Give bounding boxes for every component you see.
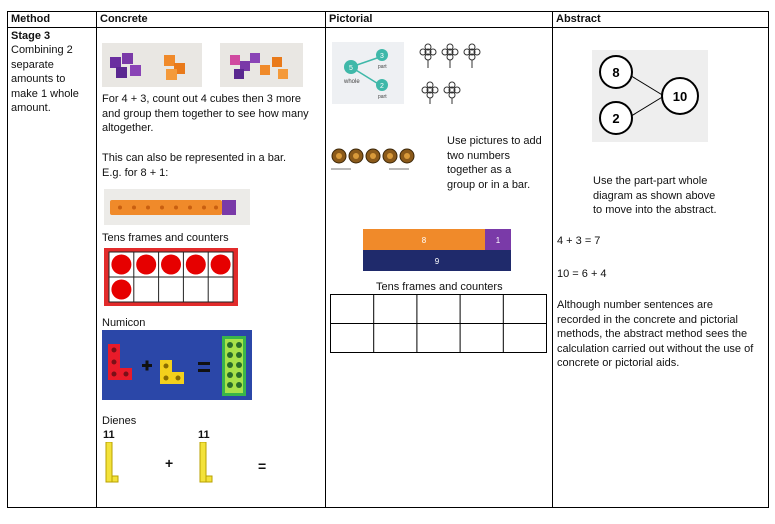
concrete-line: and group them together to see how many: [102, 107, 309, 120]
header-concrete: Concrete: [100, 13, 148, 25]
pictorial-part-label: part: [378, 94, 387, 100]
equation-2: 10 = 6 + 4: [557, 268, 607, 280]
numicon-photo: [102, 330, 252, 400]
method-line: make 1 whole: [11, 87, 79, 100]
abstract-line: Use the part-part whole: [593, 175, 708, 187]
method-line: separate: [11, 58, 54, 71]
bar-left-value: 8: [421, 236, 427, 245]
concrete-line: E.g. for 8 + 1:: [102, 166, 169, 179]
pictorial-part-bottom-value: 2: [380, 83, 384, 90]
pictorial-part-top-value: 3: [380, 53, 384, 60]
abstract-note-line: Although number sentences are: [557, 299, 713, 311]
cubes-photo-4: [102, 43, 202, 87]
method-line: amount.: [11, 102, 51, 114]
abstract-note-line: methods, the abstract method sees the: [557, 328, 748, 340]
concrete-line: For 4 + 3, count out 4 cubes then 3 more: [102, 93, 302, 105]
stage-title: Stage 3: [11, 30, 51, 42]
pictorial-line: together as a: [447, 164, 512, 176]
concrete-para2: [102, 151, 286, 180]
pictorial-line: Use pictures to add: [447, 135, 542, 147]
abstract-part-b: 2: [612, 111, 620, 126]
column-divider: [96, 12, 97, 507]
tens-frame-empty: [330, 294, 550, 354]
cube-bar-photo: [104, 189, 250, 225]
abstract-note-line: recorded in the concrete and pictorial: [557, 313, 738, 326]
cubes-photo-grouped: [220, 43, 303, 87]
abstract-whole: 10: [672, 89, 688, 104]
header-method: Method: [11, 13, 51, 25]
dienes-rod-right: [198, 442, 218, 488]
abstract-line: to move into the abstract.: [593, 204, 717, 216]
pictorial-instructions: [447, 134, 542, 192]
equation-1: 4 + 3 = 7: [557, 235, 601, 247]
dienes-equals: =: [258, 458, 267, 474]
abstract-part-a: 8: [612, 65, 620, 80]
pictorial-part-label: part: [378, 64, 387, 70]
pictorial-line: two numbers: [447, 149, 510, 162]
concrete-para1: [102, 92, 309, 136]
balls-bar-pictorial: [329, 142, 421, 176]
bar-total-value: 9: [434, 257, 440, 266]
pictorial-whole-value: 5: [349, 65, 353, 72]
abstract-instruction: [593, 174, 717, 218]
header-pictorial: Pictorial: [329, 13, 373, 25]
pictorial-tens-frames-label: Tens frames and counters: [376, 281, 503, 293]
concrete-tens-frames-label: Tens frames and counters: [102, 232, 229, 244]
method-description: [11, 43, 79, 116]
pictorial-whole-label: whole: [344, 79, 360, 85]
concrete-line: altogether.: [102, 122, 154, 134]
bar-right-value: 1: [495, 236, 501, 245]
method-table: [7, 11, 769, 508]
dienes-rod-left: [104, 442, 124, 488]
abstract-note-line: concrete or pictorial aids.: [557, 357, 680, 369]
concrete-line: This can also be represented in a bar.: [102, 152, 287, 164]
header-divider: [8, 27, 768, 28]
abstract-line: diagram as shown above: [593, 189, 716, 202]
method-line: Combining 2: [11, 44, 73, 56]
method-line: amounts to: [11, 73, 66, 85]
column-divider: [552, 12, 553, 507]
part-whole-pictorial: [332, 42, 404, 104]
pictorial-line: group or in a bar.: [447, 178, 531, 191]
dienes-label: Dienes: [102, 415, 137, 427]
tens-frame-concrete: [104, 248, 238, 306]
abstract-note: [557, 298, 753, 371]
numicon-label: Numicon: [102, 317, 146, 329]
dienes-plus: +: [165, 455, 174, 471]
abstract-note-line: calculation carried out without the use of: [557, 342, 754, 355]
flowers-icon: [418, 40, 488, 110]
part-whole-abstract: [592, 50, 708, 142]
dienes-right-value: 11: [198, 429, 210, 441]
header-abstract: Abstract: [556, 13, 601, 25]
bar-model-pictorial: [363, 229, 511, 271]
dienes-left-value: 11: [103, 429, 115, 441]
column-divider: [325, 12, 326, 507]
